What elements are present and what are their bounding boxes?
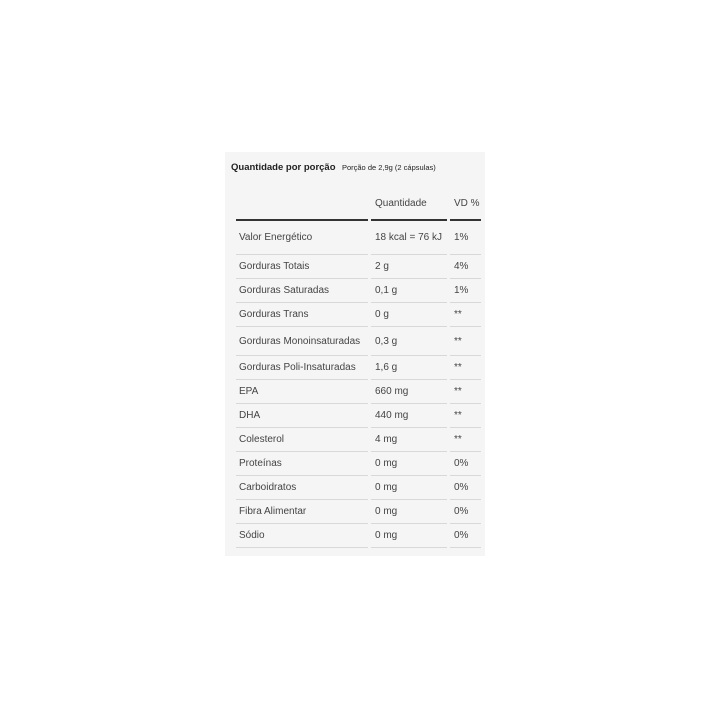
nutrient-vd: ** <box>450 327 481 356</box>
nutrient-name: Carboidratos <box>236 476 368 500</box>
nutrient-quantity: 1,6 g <box>371 356 447 380</box>
serving-size: Porção de 2,9g (2 cápsulas) <box>341 163 436 172</box>
nutrient-vd: 1% <box>450 221 481 255</box>
nutrient-vd: 1% <box>450 279 481 303</box>
nutrient-vd: 0% <box>450 500 481 524</box>
serving-heading <box>231 157 436 175</box>
table-row <box>236 524 481 548</box>
table-header-row <box>236 188 481 221</box>
nutrient-name: Gorduras Monoinsaturadas <box>236 327 368 356</box>
nutrition-table <box>233 188 484 548</box>
nutrient-name: Gorduras Totais <box>236 255 368 279</box>
nutrient-vd: ** <box>450 303 481 327</box>
table-row <box>236 356 481 380</box>
nutrient-name: Gorduras Trans <box>236 303 368 327</box>
nutrient-name: EPA <box>236 380 368 404</box>
header-quantity: Quantidade <box>371 188 447 221</box>
nutrient-quantity: 0 mg <box>371 500 447 524</box>
table-row <box>236 221 481 255</box>
nutrient-name: DHA <box>236 404 368 428</box>
nutrient-quantity: 4 mg <box>371 428 447 452</box>
nutrient-quantity: 0 mg <box>371 476 447 500</box>
nutrient-quantity: 0 g <box>371 303 447 327</box>
nutrient-vd: 0% <box>450 524 481 548</box>
nutrient-name: Sódio <box>236 524 368 548</box>
nutrient-name: Valor Energético <box>236 221 368 255</box>
nutrient-name: Gorduras Poli-Insaturadas <box>236 356 368 380</box>
nutrient-name: Fibra Alimentar <box>236 500 368 524</box>
table-row <box>236 500 481 524</box>
nutrient-vd: 0% <box>450 452 481 476</box>
table-row <box>236 428 481 452</box>
nutrient-quantity: 0 mg <box>371 452 447 476</box>
table-row <box>236 303 481 327</box>
nutrient-quantity: 440 mg <box>371 404 447 428</box>
table-row <box>236 380 481 404</box>
nutrient-vd: ** <box>450 428 481 452</box>
table-row <box>236 327 481 356</box>
nutrient-vd: 4% <box>450 255 481 279</box>
nutrient-vd: 0% <box>450 476 481 500</box>
nutrient-name: Proteínas <box>236 452 368 476</box>
table-row <box>236 452 481 476</box>
nutrient-quantity: 0,3 g <box>371 327 447 356</box>
nutrient-vd: ** <box>450 380 481 404</box>
header-nutrient <box>236 188 368 221</box>
table-row <box>236 279 481 303</box>
nutrition-facts-panel <box>225 152 485 556</box>
nutrient-vd: ** <box>450 404 481 428</box>
nutrient-quantity: 0,1 g <box>371 279 447 303</box>
nutrient-name: Gorduras Saturadas <box>236 279 368 303</box>
nutrient-quantity: 2 g <box>371 255 447 279</box>
nutrient-quantity: 18 kcal = 76 kJ <box>371 221 447 255</box>
nutrient-quantity: 660 mg <box>371 380 447 404</box>
header-vd: VD % <box>450 188 481 221</box>
table-row <box>236 476 481 500</box>
serving-title: Quantidade por porção <box>231 162 336 173</box>
nutrient-name: Colesterol <box>236 428 368 452</box>
table-row <box>236 404 481 428</box>
nutrient-quantity: 0 mg <box>371 524 447 548</box>
nutrient-vd: ** <box>450 356 481 380</box>
table-row <box>236 255 481 279</box>
